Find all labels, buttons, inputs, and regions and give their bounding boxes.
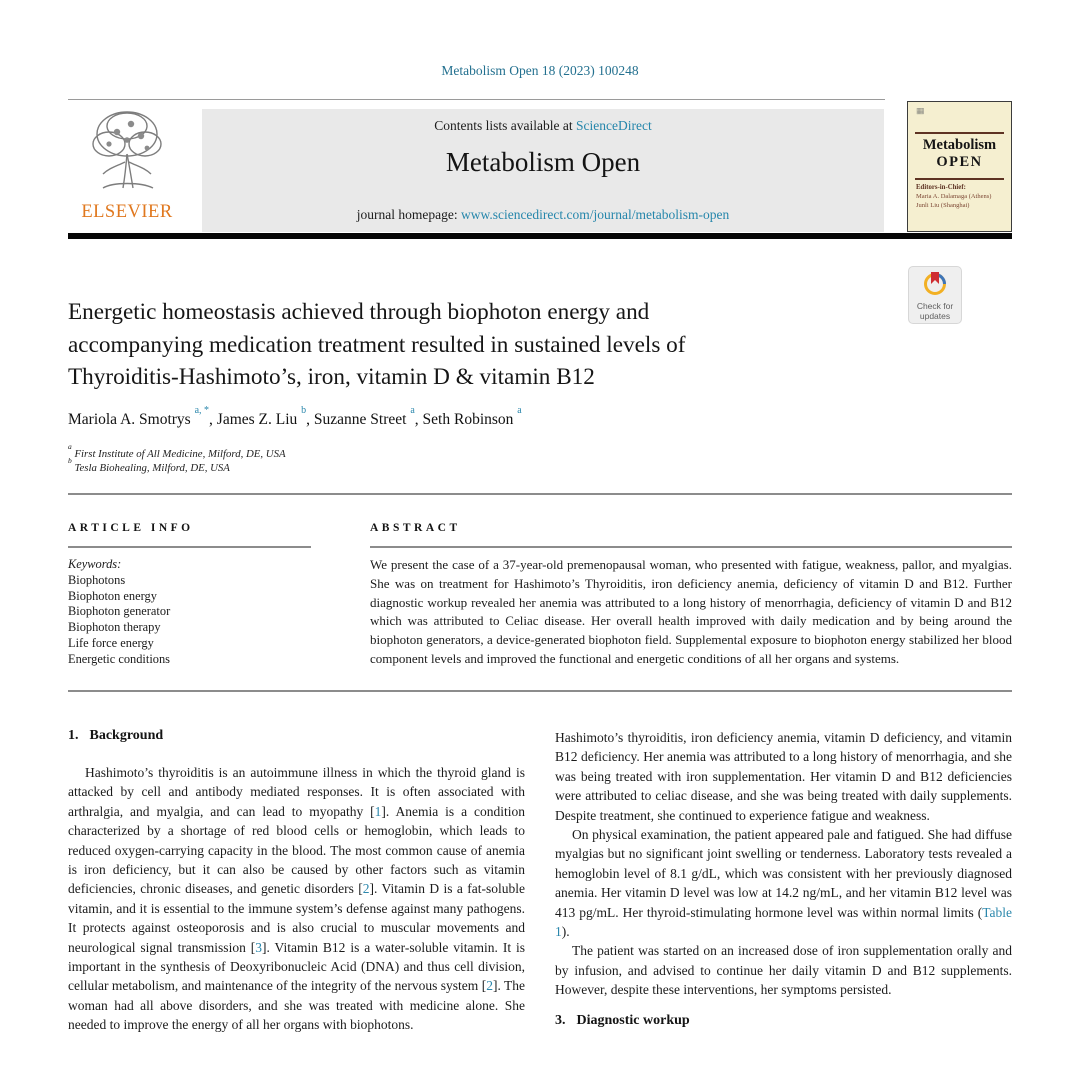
divider: [68, 690, 1012, 692]
affiliation-text: Tesla Biohealing, Milford, DE, USA: [74, 462, 230, 474]
title-line: Energetic homeostasis achieved through biophoton energy and: [68, 299, 650, 325]
title-line: Thyroiditis-Hashimoto’s, iron, vitamin D & vitamin B12: [68, 364, 595, 390]
affiliations: [68, 442, 286, 475]
homepage-prefix: journal homepage:: [356, 207, 461, 222]
text-segment: On physical examination, the patient appeared pale and fatigued. She had diffuse myalgias but no significant joint swelling or tenderness. Laboratory tests revealed a hemoglobin level of 8.1 g/dL, which was consistent with her previously diagnosed anemia. Her vitamin D level was low at 14.2 ng/mL, and her vitamin B12 level was 413 pg/mL. Her thyroid-stimulating hormone level was within normal limits (: [555, 827, 1012, 920]
contents-line: [202, 118, 884, 134]
section-number: 3.: [555, 1012, 566, 1028]
check-for-updates-label: [909, 302, 961, 321]
contents-prefix: Contents lists available at: [434, 118, 576, 133]
affiliation-sup: a: [68, 442, 72, 452]
homepage-line: [202, 207, 884, 223]
cover-title-line2: OPEN: [936, 154, 983, 170]
article-title: [68, 296, 858, 394]
keyword: Biophoton energy: [68, 588, 157, 603]
inline-link[interactable]: a: [410, 405, 415, 417]
body-column-left: [68, 728, 525, 1080]
inline-link[interactable]: a: [517, 405, 522, 417]
affiliation-text: First Institute of All Medicine, Milford, DE, USA: [74, 448, 286, 460]
section-number: 1.: [68, 728, 79, 743]
author-list: [68, 405, 968, 429]
section-heading-diagnostic-workup: [555, 1013, 1012, 1029]
text-segment: ).: [561, 924, 570, 940]
keyword: Biophotons: [68, 572, 126, 587]
text-segment: , Seth Robinson: [414, 411, 518, 428]
inline-link[interactable]: 1: [374, 803, 382, 819]
journal-homepage-link[interactable]: www.sciencedirect.com/journal/metabolism-open: [460, 207, 730, 222]
keywords-label: Keywords:: [68, 557, 122, 571]
inline-link[interactable]: 3: [255, 939, 262, 955]
journal-cover-thumbnail[interactable]: [907, 101, 1012, 232]
header-separator-bar: [68, 233, 1012, 239]
affiliation: [68, 442, 286, 461]
elsevier-logo[interactable]: [66, 104, 188, 232]
text-segment: Mariola A. Smotrys: [68, 411, 195, 428]
body-paragraph: [68, 763, 525, 1035]
journal-citation-header: Metabolism Open 18 (2023) 100248: [441, 63, 639, 78]
cover-editor: Junli Liu (Shanghai): [916, 201, 970, 209]
cover-title-line1: Metabolism: [922, 137, 997, 153]
keywords-block: [68, 557, 308, 668]
badge-line1: Check for: [916, 301, 954, 311]
cover-editors-label: Editors-in-Chief:: [916, 184, 966, 191]
check-for-updates-badge[interactable]: [908, 266, 962, 324]
abstract-text: We present the case of a 37-year-old premenopausal woman, who presented with fatigue, weakness, pallor, and myalgias. She was on treatment for Hashimoto’s Thyroiditis, iron deficiency anemia, deficiency of vitamin D and B12. Further diagnostic workup revealed her anemia was attributed to a long history of menorrhagia, deficiency of vitamin D and B12 which was attributed to Celiac disease. Her overall health improved with daily medication and by being around the biophoton generators, a device-generated biophoton field. Supplemental exposure to biophoton energy stabilized her blood component levels and improved the functional and energetic conditions of all her organs and systems.: [370, 557, 1012, 666]
cover-editors: [916, 184, 1007, 210]
keyword: Biophoton generator: [68, 604, 171, 619]
body-paragraph: The patient was started on an increased dose of iron supplementation orally and by infusion, and advised to continue her daily vitamin D and B12 supplements. However, despite these interventions, her symptoms persisted.: [555, 943, 1012, 998]
title-line: accompanying medication treatment resulted in sustained levels of: [68, 331, 686, 358]
inline-link[interactable]: a, *: [194, 405, 210, 417]
text-segment: , Suzanne Street: [306, 411, 411, 428]
inline-link[interactable]: 2: [486, 978, 493, 994]
text-segment: ]. The woman had all above disorders, and she was treated with medicine alone. She needed to improve the energy of all her organs with biophotons.: [68, 978, 525, 1033]
inline-link[interactable]: b: [301, 405, 307, 417]
sciencedirect-link[interactable]: ScienceDirect: [576, 118, 652, 133]
abstract-heading: ABSTRACT: [370, 522, 461, 534]
divider: [68, 493, 1012, 495]
article-info-heading: ARTICLE INFO: [68, 522, 194, 534]
cover-editor: Maria A. Dalamaga (Athens): [916, 193, 992, 200]
badge-line2: updates: [919, 310, 951, 321]
divider: [68, 546, 311, 548]
body-paragraph: [555, 825, 1012, 941]
keyword: Biophoton therapy: [68, 620, 161, 635]
inline-link[interactable]: 2: [362, 881, 370, 897]
cover-title: [908, 137, 1011, 171]
keyword: Life force energy: [68, 635, 154, 650]
text-segment: ]. Vitamin D is a fat-soluble vitamin, and it is essential to the immune system’s defense against many pathogens. It protects against osteoporosis and is also crucial to muscular movements and neurological signal transmission [: [68, 881, 525, 955]
affiliation: [68, 456, 286, 475]
divider: [68, 99, 885, 100]
affiliation-sup: b: [68, 456, 72, 466]
divider: [370, 546, 1012, 548]
text-segment: , James Z. Liu: [209, 411, 302, 428]
text-segment: Hashimoto’s thyroiditis is an autoimmune illness in which the thyroid gland is attacked by cell and antibody mediated responses. It is often associated with arthralgia, and myalgia, and can lead to myopathy [: [68, 765, 525, 819]
text-segment: ]. Vitamin B12 is a water-soluble vitamin. It is important in the synthesis of Deoxyribonucleic Acid (DNA) and thus cell division, cellular metabolism, and maintenance of the integrity of the nervous system [: [68, 939, 525, 994]
crossmark-icon: [922, 271, 948, 297]
section-label: Background: [89, 728, 164, 743]
body-paragraph: Hashimoto’s thyroiditis, iron deficiency anemia, vitamin D deficiency, and vitamin B12 deficiency. Her anemia was attributed to a long history of menorrhagia, and she was being treated with iron supplementation. Her vitamin D and B12 deficiencies were attributed to celiac disease, and she was being treated with daily supplements. Despite treatment, she continued to experience fatigue and weakness.: [555, 730, 1012, 823]
journal-title: Metabolism Open: [445, 147, 641, 177]
inline-link[interactable]: Table 1: [555, 904, 1012, 940]
keyword: Energetic conditions: [68, 651, 170, 666]
section-label: Diagnostic workup: [576, 1012, 690, 1028]
divider: [915, 178, 1004, 180]
section-heading-background: [68, 728, 525, 744]
body-column-right: [555, 728, 1012, 1080]
elsevier-tree-icon: [79, 104, 175, 200]
divider: [915, 132, 1004, 134]
cover-publisher-mark: ▦: [916, 108, 926, 115]
text-segment: ]. Anemia is a condition characterized by a shortage of red blood cells or hemoglobin, which leads to reduced oxygen-carrying capacity in the blood. The most common cause of anemia is iron deficiency, but it can also be caused by other factors such as vitamin deficiencies, chronic diseases, and genetic disorders [: [68, 803, 525, 897]
elsevier-wordmark: ELSEVIER: [81, 202, 173, 222]
journal-header-banner: [202, 109, 884, 232]
